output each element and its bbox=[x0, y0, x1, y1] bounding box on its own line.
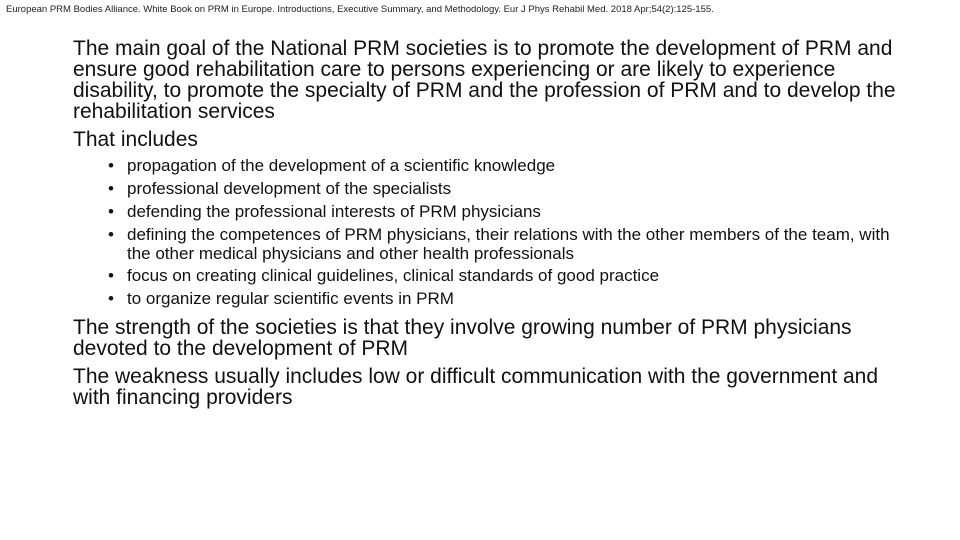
bullet-icon: • bbox=[108, 156, 114, 175]
citation-text: European PRM Bodies Alliance. White Book on PRM in Europe. Introductions, Executive Summary, and Methodology. Eur J Phys Rehabil Med. 2018 Apr;54(2):125-155. bbox=[6, 4, 714, 15]
slide-body bbox=[73, 38, 913, 408]
bullet-icon: • bbox=[108, 225, 114, 244]
bullet-icon: • bbox=[108, 266, 114, 285]
bullet-text: defining the competences of PRM physicians, their relations with the other members of the team, with the other medical physicians and other health professionals bbox=[127, 225, 890, 263]
list-item bbox=[108, 156, 907, 176]
list-item bbox=[108, 225, 907, 263]
strength-paragraph: The strength of the societies is that they involve growing number of PRM physicians devoted to the development of PRM bbox=[73, 316, 852, 360]
bullet-list bbox=[73, 156, 907, 309]
bullet-text: defending the professional interests of PRM physicians bbox=[127, 202, 541, 221]
bullet-icon: • bbox=[108, 202, 114, 221]
list-item bbox=[108, 202, 907, 222]
intro-paragraph: The main goal of the National PRM societies is to promote the development of PRM and ensure good rehabilitation care to persons experiencing or are likely to experience disability, to promote the specialty of PRM and the profession of PRM and to develop the rehabilitation services bbox=[73, 37, 896, 123]
bullet-text: focus on creating clinical guidelines, clinical standards of good practice bbox=[127, 266, 660, 285]
bullet-text: professional development of the specialists bbox=[127, 179, 452, 198]
bullet-text: propagation of the development of a scientific knowledge bbox=[127, 156, 556, 175]
bullet-icon: • bbox=[108, 289, 114, 308]
bullet-icon: • bbox=[108, 179, 114, 198]
weakness-paragraph: The weakness usually includes low or difficult communication with the government and with financing providers bbox=[73, 365, 879, 409]
bullet-text: to organize regular scientific events in PRM bbox=[127, 289, 454, 308]
list-item bbox=[108, 266, 907, 286]
list-item bbox=[108, 289, 907, 309]
includes-label: That includes bbox=[73, 128, 198, 151]
list-item bbox=[108, 179, 907, 199]
